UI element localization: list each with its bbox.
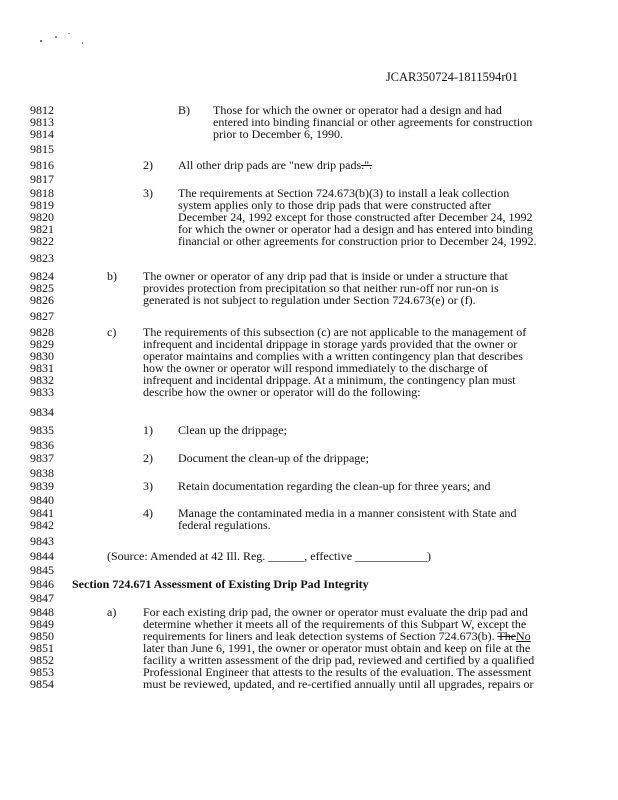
subsection-a-line-3-main: requirements for liners and leak detection systems of Section 724.673(b). xyxy=(143,629,498,643)
line-number: 9832 xyxy=(30,373,54,387)
item-3-line-1: The requirements at Section 724.673(b)(3) to install a leak collection xyxy=(178,186,510,200)
line-number: 9838 xyxy=(30,466,54,480)
line-number: 9815 xyxy=(30,142,54,156)
line-number: 9825 xyxy=(30,281,54,295)
item-2-main: All other drip pads are "new drip pads xyxy=(178,158,362,172)
line-number: 9834 xyxy=(30,405,54,419)
item-c-1-text: Clean up the drippage; xyxy=(178,423,287,437)
subsection-a-line-2: determine whether it meets all of the requirements of this Subpart W, except the xyxy=(143,617,527,631)
line-number: 9830 xyxy=(30,349,54,363)
line-number: 9837 xyxy=(30,451,54,465)
line-number: 9829 xyxy=(30,337,54,351)
line-number: 9841 xyxy=(30,506,54,520)
subsection-label-b: b) xyxy=(107,269,117,283)
item-label-B: B) xyxy=(178,103,190,117)
line-number: 9821 xyxy=(30,222,54,236)
line-number: 9836 xyxy=(30,438,54,452)
item-B-line-1: Those for which the owner or operator had a design and had xyxy=(213,103,502,117)
subsection-c-line-6: describe how the owner or operator will do the following: xyxy=(143,385,421,399)
subsection-a-line-6: Professional Engineer that attests to the results of the evaluation. The assessment xyxy=(143,665,532,679)
inserted-word: No xyxy=(516,629,531,643)
line-number: 9839 xyxy=(30,479,54,493)
item-3-line-3: December 24, 1992 except for those constructed after December 24, 1992 xyxy=(178,210,533,224)
subsection-c-line-1: The requirements of this subsection (c) are not applicable to the management of xyxy=(143,325,527,339)
subsection-a-line-4: later than June 6, 1991, the owner or operator must obtain and keep on file at the xyxy=(143,641,531,655)
line-number: 9843 xyxy=(30,534,54,548)
line-number: 9840 xyxy=(30,493,54,507)
line-number: 9816 xyxy=(30,158,54,172)
line-number: 9844 xyxy=(30,549,54,563)
item-3-line-4: for which the owner or operator had a design and has entered into binding xyxy=(178,222,533,236)
line-number: 9824 xyxy=(30,269,54,283)
line-number: 9814 xyxy=(30,127,54,141)
line-number: 9842 xyxy=(30,518,54,532)
line-number: 9831 xyxy=(30,361,54,375)
line-number: 9846 xyxy=(30,577,54,591)
subsection-b-line-1: The owner or operator of any drip pad that is inside or under a structure that xyxy=(143,269,508,283)
item-label-2: 2) xyxy=(143,158,153,172)
item-B-line-3: prior to December 6, 1990. xyxy=(213,127,343,141)
subsection-a-line-5: facility a written assessment of the drip pad, reviewed and certified by a qualified xyxy=(143,653,535,667)
subsection-c-line-2: infrequent and incidental drippage in storage yards provided that the owner or xyxy=(143,337,518,351)
line-number: 9852 xyxy=(30,653,54,667)
subsection-c-line-3: operator maintains and complies with a written contingency plan that describes xyxy=(143,349,523,363)
line-number: 9823 xyxy=(30,251,54,265)
item-3-line-2: system applies only to those drip pads that were constructed after xyxy=(178,198,492,212)
line-number: 9853 xyxy=(30,665,54,679)
line-number: 9813 xyxy=(30,115,54,129)
line-number: 9849 xyxy=(30,617,54,631)
item-2-text xyxy=(178,159,372,171)
line-number: 9850 xyxy=(30,629,54,643)
item-B-line-2: entered into binding financial or other agreements for construction xyxy=(213,115,533,129)
line-number: 9818 xyxy=(30,186,54,200)
item-c-2-text: Document the clean-up of the drippage; xyxy=(178,451,369,465)
line-number: 9826 xyxy=(30,293,54,307)
line-number: 9845 xyxy=(30,563,54,577)
line-number: 9819 xyxy=(30,198,54,212)
source-note: (Source: Amended at 42 Ill. Reg. ______, effective ____________) xyxy=(107,549,432,563)
item-c-label-4: 4) xyxy=(143,506,153,520)
subsection-label-c: c) xyxy=(107,325,117,339)
item-c-label-3: 3) xyxy=(143,479,153,493)
subsection-c-line-4: how the owner or operator will respond immediately to the discharge of xyxy=(143,361,488,375)
item-c-3-text: Retain documentation regarding the clean-up for three years; and xyxy=(178,479,491,493)
line-number: 9854 xyxy=(30,677,54,691)
document-id-header: JCAR350724-1811594r01 xyxy=(385,70,518,84)
item-c-label-2: 2) xyxy=(143,451,153,465)
line-number: 9835 xyxy=(30,423,54,437)
subsection-c-line-5: infrequent and incidental drippage. At a minimum, the contingency plan must xyxy=(143,373,516,387)
item-c-4-line-1: Manage the contaminated media in a manner consistent with State and xyxy=(178,506,517,520)
item-c-4-line-2: federal regulations. xyxy=(178,518,271,532)
line-number: 9847 xyxy=(30,591,54,605)
line-number: 9851 xyxy=(30,641,54,655)
subsection-b-line-3: generated is not subject to regulation under Section 724.673(e) or (f). xyxy=(143,293,476,307)
line-number: 9820 xyxy=(30,210,54,224)
item-c-label-1: 1) xyxy=(143,423,153,437)
line-number: 9828 xyxy=(30,325,54,339)
line-number: 9822 xyxy=(30,234,54,248)
line-number: 9848 xyxy=(30,605,54,619)
line-number: 9817 xyxy=(30,172,54,186)
deleted-word: The xyxy=(497,629,517,643)
subsection-label-a: a) xyxy=(107,605,117,619)
subsection-b-line-2: provides protection from precipitation so that neither run-off nor run-on is xyxy=(143,281,499,295)
subsection-a-line-7: must be reviewed, updated, and re-certified annually until all upgrades, repairs or xyxy=(143,677,534,691)
section-heading: Section 724.671 Assessment of Existing Drip Pad Integrity xyxy=(72,577,369,591)
scan-speck-marks xyxy=(38,30,98,50)
item-3-line-5: financial or other agreements for construction prior to December 24, 1992. xyxy=(178,234,537,248)
line-number: 9812 xyxy=(30,103,54,117)
item-2-deleted-text: .". xyxy=(361,158,373,172)
line-number: 9827 xyxy=(30,309,54,323)
item-label-3: 3) xyxy=(143,186,153,200)
line-number: 9833 xyxy=(30,385,54,399)
subsection-a-line-1: For each existing drip pad, the owner or operator must evaluate the drip pad and xyxy=(143,605,528,619)
